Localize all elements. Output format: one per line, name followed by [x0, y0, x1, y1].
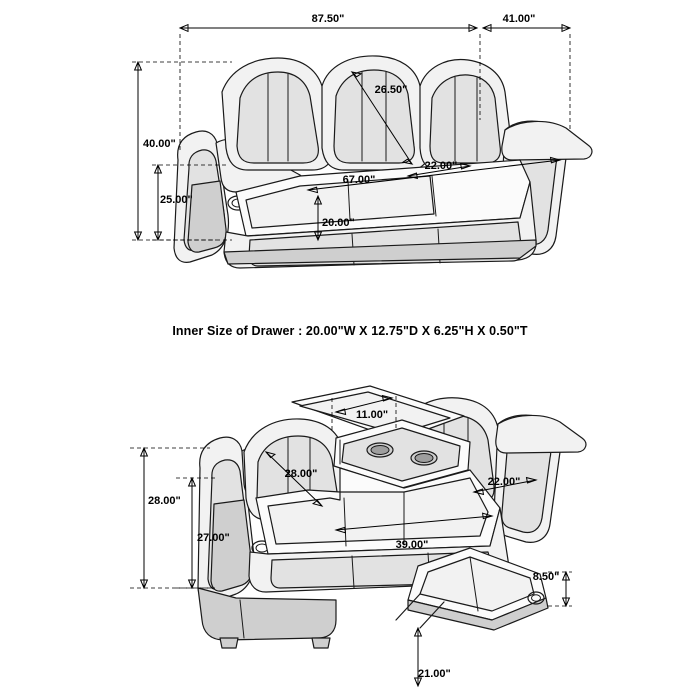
dim-loveseat-height-overall: 28.00"	[148, 495, 181, 507]
dim-sofa-width-main: 87.50"	[311, 13, 345, 25]
dim-loveseat-seat-depth: 22.00"	[487, 476, 521, 488]
dim-sofa-seat-depth: 22.00"	[424, 160, 458, 172]
dim-footrest-height: 8.50"	[532, 571, 560, 583]
dim-sofa-seat-width: 67.00"	[342, 174, 376, 186]
dim-sofa-seat-height: 20.00"	[322, 217, 355, 229]
dim-sofa-arm-height: 25.00"	[160, 194, 193, 206]
dim-footrest-extension: 21.00"	[418, 668, 451, 680]
dim-loveseat-arm-height: 27.00"	[197, 532, 230, 544]
dim-sofa-width-arm: 41.00"	[502, 13, 536, 25]
loveseat-illustration	[198, 386, 586, 648]
drawer-size-note: Inner Size of Drawer : 20.00"W X 12.75"D X 6.25"H X 0.50"T	[172, 324, 528, 338]
dim-loveseat-back-height: 28.00"	[284, 468, 318, 480]
dim-console-width: 11.00"	[356, 409, 389, 421]
dim-sofa-height-overall: 40.00"	[143, 138, 176, 150]
dim-loveseat-seat-width: 39.00"	[395, 539, 429, 551]
dim-sofa-back-height: 26.50"	[374, 84, 408, 96]
